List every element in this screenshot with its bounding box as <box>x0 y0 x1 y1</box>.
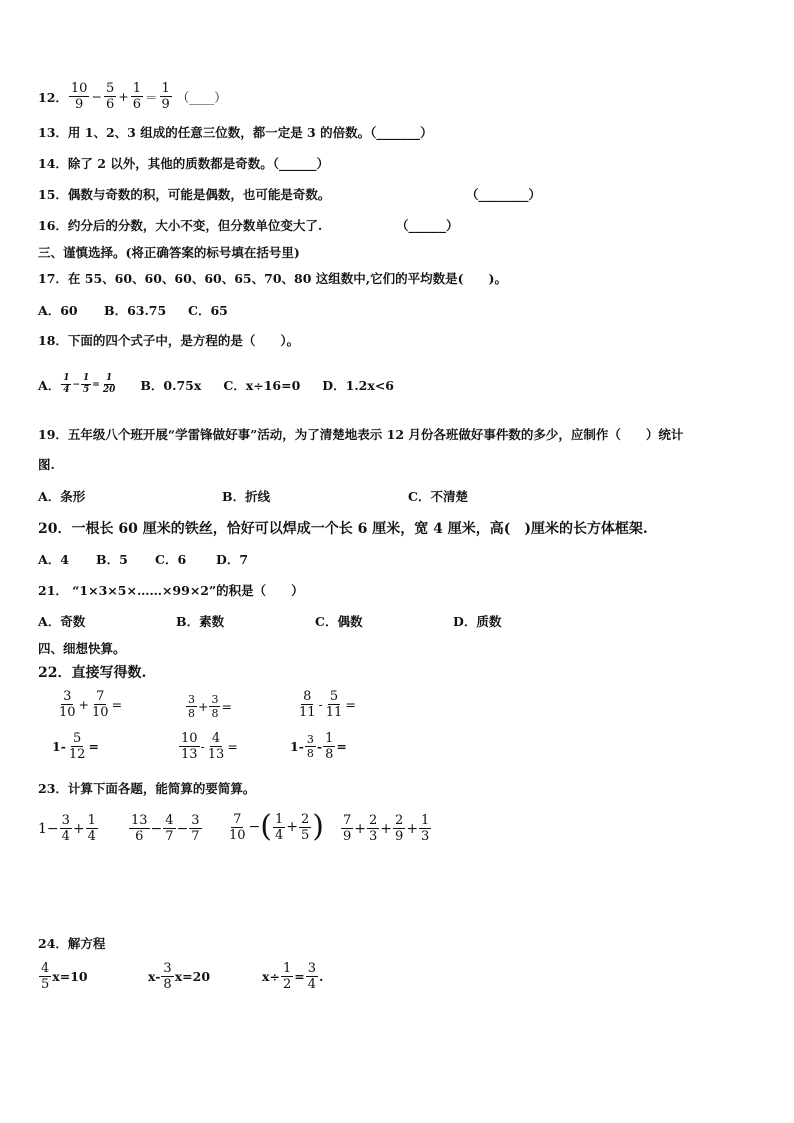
numerator: 5 <box>73 731 82 746</box>
fraction <box>60 814 72 843</box>
q12-fraction-2 <box>104 82 116 111</box>
numerator: 4 <box>41 961 50 976</box>
q22-expr-3 <box>296 690 356 719</box>
numerator: 2 <box>395 813 404 828</box>
numerator: 2 <box>301 811 310 827</box>
prefix: 1− <box>38 820 59 837</box>
fraction <box>67 732 88 761</box>
operator: − <box>91 89 102 104</box>
denominator: 7 <box>165 829 174 844</box>
question-16 <box>38 217 459 235</box>
q17-option-c[interactable]: C．65 <box>188 303 228 318</box>
equation-rest: x=20 <box>174 969 211 984</box>
denominator: 2 <box>282 977 292 992</box>
equals-sign: = <box>227 739 238 754</box>
denominator: 4 <box>63 385 70 395</box>
fraction <box>419 814 431 843</box>
denominator: 5 <box>301 827 310 843</box>
fraction <box>367 814 379 843</box>
prefix: x÷ <box>262 969 280 984</box>
q21-option-a[interactable]: A．奇数 <box>38 614 86 629</box>
fraction <box>90 690 111 719</box>
operator: + <box>78 697 90 712</box>
q17-option-b[interactable]: B．63.75 <box>104 303 167 318</box>
denominator: 4 <box>87 829 96 844</box>
numerator: 4 <box>211 731 221 746</box>
prefix: x- <box>148 969 161 984</box>
denominator: 8 <box>188 707 195 720</box>
q12-fraction-4 <box>160 82 172 111</box>
question-14: 14．除了 2 以外，其他的质数都是奇数。（______） <box>38 156 330 171</box>
q18-option-a[interactable] <box>38 374 118 395</box>
denominator: 5 <box>83 385 90 395</box>
denominator: 4 <box>275 827 284 843</box>
denominator: 8 <box>325 747 334 762</box>
question-22: 22．直接写得数. <box>38 665 147 681</box>
question-23: 23．计算下面各题，能简算的要简算。 <box>38 781 256 796</box>
numerator: 3 <box>188 693 195 706</box>
fraction <box>299 813 311 842</box>
denominator: 6 <box>105 97 115 112</box>
q22-expr-4 <box>52 732 99 761</box>
operator: − <box>248 819 261 835</box>
numerator: 5 <box>105 81 115 96</box>
numerator: 1 <box>421 813 430 828</box>
numerator: 13 <box>131 813 148 828</box>
q12-number: 12． <box>38 89 68 105</box>
denominator: 11 <box>299 705 316 720</box>
fraction <box>281 962 293 991</box>
equals-sign: = <box>88 739 99 754</box>
denominator: 20 <box>102 385 116 395</box>
equals-sign: = <box>111 697 123 712</box>
numerator: 1 <box>282 961 292 976</box>
denominator: 7 <box>191 829 200 844</box>
operator: + <box>380 820 393 837</box>
q19-options <box>38 488 468 506</box>
denominator: 13 <box>181 747 198 762</box>
q23-expr-4 <box>340 814 432 843</box>
numerator: 5 <box>329 689 339 704</box>
operator: + <box>118 89 129 104</box>
operator: − <box>176 820 189 837</box>
q22-expr-2 <box>185 694 232 719</box>
denominator: 6 <box>135 829 144 844</box>
q24-equation-2 <box>148 962 210 991</box>
numerator: 3 <box>307 961 316 976</box>
question-17: 17．在 55、60、60、60、60、65、70、80 这组数中,它们的平均数是( )。 <box>38 271 507 286</box>
operator: + <box>72 820 85 837</box>
q22-expr-1 <box>56 690 122 719</box>
numerator: 8 <box>303 689 312 704</box>
denominator: 10 <box>92 705 109 720</box>
denominator: 10 <box>59 705 76 720</box>
denominator: 3 <box>369 829 378 844</box>
q17-option-a[interactable]: A．60 <box>38 303 78 318</box>
section-4-heading: 四、细想快算。 <box>38 641 126 656</box>
fraction <box>57 690 78 719</box>
fraction <box>227 813 248 842</box>
q12-fraction-3 <box>131 82 143 111</box>
q21-option-c[interactable]: C．偶数 <box>315 614 363 629</box>
operator: − <box>72 379 81 390</box>
denominator: 12 <box>68 747 86 762</box>
fraction <box>306 962 318 991</box>
q20-option-c[interactable]: C．6 <box>155 552 187 567</box>
numerator: 1 <box>87 813 96 828</box>
fraction <box>39 962 51 991</box>
denominator: 9 <box>161 97 170 112</box>
denominator: 8 <box>306 747 314 760</box>
fraction <box>324 690 345 719</box>
numerator: 1 <box>63 373 70 383</box>
question-24: 24．解方程 <box>38 936 106 951</box>
denominator: 9 <box>343 829 352 844</box>
q23-expr-2 <box>128 814 203 843</box>
denominator: 4 <box>61 829 70 844</box>
fraction <box>323 732 335 761</box>
fraction <box>101 374 118 395</box>
equals-sign: = <box>92 379 100 390</box>
right-parenthesis: ) <box>312 809 325 844</box>
numerator: 3 <box>63 689 72 704</box>
numerator: 3 <box>211 693 219 706</box>
equals-sign: = <box>336 739 347 754</box>
q12-answer-blank[interactable]: （____） <box>176 89 227 105</box>
q21-option-b[interactable]: B．素数 <box>176 614 225 629</box>
denominator: 4 <box>307 977 316 992</box>
left-parenthesis: ( <box>260 809 272 844</box>
fraction <box>163 814 175 843</box>
numerator: 7 <box>343 813 352 828</box>
period: . <box>318 969 324 984</box>
q24-equation-3 <box>262 962 323 991</box>
question-21: 21． “1×3×5×……×99×2”的积是（ ） <box>38 583 304 598</box>
q18-option-b[interactable]: B．0.75x <box>140 377 202 393</box>
denominator: 6 <box>132 97 141 112</box>
equation-rest: x=10 <box>52 969 88 984</box>
fraction <box>61 374 71 395</box>
numerator: 1 <box>275 811 284 827</box>
numerator: 2 <box>369 813 378 828</box>
numerator: 7 <box>96 689 105 704</box>
fraction <box>341 814 353 843</box>
denominator: 3 <box>421 829 430 844</box>
denominator: 9 <box>395 829 404 844</box>
q22-expr-6 <box>290 732 347 761</box>
question-12 <box>38 82 227 111</box>
operator: + <box>354 820 367 837</box>
q21-options <box>38 613 502 631</box>
fraction <box>179 732 200 761</box>
q23-expr-3 <box>226 809 325 844</box>
fraction <box>86 814 98 843</box>
denominator: 5 <box>41 977 50 992</box>
q23-expr-1 <box>38 814 99 843</box>
operator: - <box>316 739 323 754</box>
denominator: 10 <box>229 827 246 843</box>
fraction <box>81 374 91 395</box>
fraction <box>297 690 318 719</box>
q16-text: 16．约分后的分数，大小不变，但分数单位变大了. <box>38 218 323 233</box>
q16-answer-blank[interactable]: （______） <box>396 218 459 233</box>
q22-expr-5 <box>178 732 238 761</box>
fraction <box>129 814 150 843</box>
question-20: 20．一根长 60 厘米的铁丝，恰好可以焊成一个长 6 厘米，宽 4 厘米，高( )厘米的长方体框架. <box>38 521 648 537</box>
denominator: 8 <box>211 707 219 720</box>
q24-equation-1 <box>38 962 88 991</box>
fraction <box>161 962 173 991</box>
q17-options <box>38 302 228 320</box>
fraction <box>305 734 316 759</box>
q19-option-b[interactable]: B．折线 <box>222 489 271 504</box>
equals-sign: = <box>345 697 356 712</box>
operator: + <box>286 819 299 835</box>
q18-option-d[interactable]: D．1.2x<6 <box>322 377 394 393</box>
fraction <box>209 694 220 719</box>
numerator: 1 <box>161 81 170 96</box>
denominator: 11 <box>325 705 343 720</box>
q12-fraction-1 <box>69 82 90 111</box>
prefix: 1- <box>52 739 66 754</box>
denominator: 8 <box>163 977 172 992</box>
numerator: 1 <box>105 373 113 383</box>
prefix: 1- <box>290 739 304 754</box>
option-label: A． <box>38 377 61 393</box>
operator: - <box>318 697 323 712</box>
equals-sign: = <box>294 969 305 984</box>
q18-option-c[interactable]: C．x÷16=0 <box>223 377 301 393</box>
numerator: 1 <box>83 373 90 383</box>
numerator: 10 <box>70 81 88 96</box>
equals-sign: ＝ <box>144 89 158 105</box>
q20-options <box>38 551 249 569</box>
question-18: 18．下面的四个式子中，是方程的是（ ）。 <box>38 333 300 348</box>
operator: - <box>200 739 205 754</box>
equals-sign: = <box>221 699 232 714</box>
question-15 <box>38 186 542 204</box>
section-3-heading: 三、谨慎选择。(将正确答案的标号填在括号里) <box>38 245 300 260</box>
fraction <box>206 732 227 761</box>
numerator: 3 <box>61 813 70 828</box>
denominator: 13 <box>207 747 225 762</box>
numerator: 3 <box>191 813 200 828</box>
q20-option-b[interactable]: B．5 <box>96 552 128 567</box>
numerator: 4 <box>165 813 174 828</box>
q15-answer-blank[interactable]: （________） <box>466 187 542 202</box>
fraction <box>189 814 201 843</box>
q15-text: 15．偶数与奇数的积，可能是偶数，也可能是奇数。 <box>38 187 331 202</box>
fraction <box>393 814 405 843</box>
operator: + <box>198 699 209 714</box>
numerator: 1 <box>132 81 141 96</box>
numerator: 1 <box>325 731 334 746</box>
numerator: 3 <box>306 733 314 746</box>
fraction <box>273 813 285 842</box>
q19-option-c[interactable]: C．不清楚 <box>408 489 468 504</box>
question-13: 13．用 1、2、3 组成的任意三位数，都一定是 3 的倍数。（_______） <box>38 125 433 140</box>
operator: + <box>406 820 419 837</box>
q21-option-d[interactable]: D．质数 <box>453 614 502 629</box>
question-19-cont: 图. <box>38 457 55 472</box>
fraction <box>186 694 197 719</box>
q20-option-a[interactable]: A．4 <box>38 552 69 567</box>
q20-option-d[interactable]: D．7 <box>216 552 249 567</box>
q18-options <box>38 374 394 395</box>
q19-option-a[interactable]: A．条形 <box>38 489 86 504</box>
question-19: 19．五年级八个班开展“学雷锋做好事”活动，为了清楚地表示 12 月份各班做好事件数的多少，应制作（ ）统计 <box>38 427 684 442</box>
numerator: 3 <box>163 961 172 976</box>
numerator: 10 <box>181 731 198 746</box>
denominator: 9 <box>75 97 84 112</box>
operator: − <box>150 820 163 837</box>
numerator: 7 <box>233 811 242 827</box>
